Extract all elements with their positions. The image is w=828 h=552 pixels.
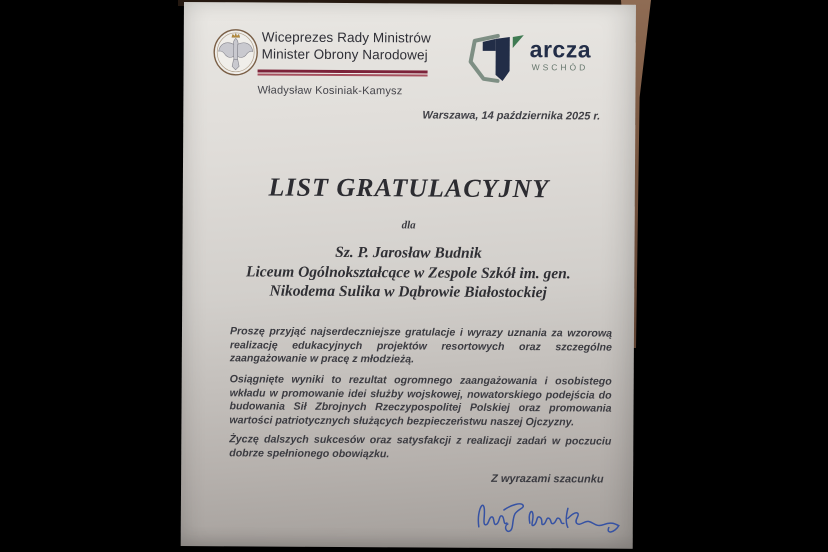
dateline: Warszawa, 14 października 2025 r. [422,109,601,123]
handwritten-signature [473,496,625,543]
closing-salutation: Z wyrazami szacunku [491,472,604,486]
letterhead-office-titles [262,28,431,63]
recipient-school-line2: Nikodema Sulika w Dąbrowie Białostockiej [269,282,547,302]
letter-title: LIST GRATULACYJNY [268,172,550,204]
tarcza-wschod-logo [466,31,592,84]
official-name: Władysław Kosiniak-Kamysz [257,84,403,98]
letter-sheet [181,2,636,549]
tarcza-logo-text [530,38,592,72]
office-title-line1: Wiceprezes Rady Ministrów [261,29,431,46]
paragraph-congratulations: Proszę przyjąć najserdeczniejsze gratulacje i wyrazy uznania za wzorową realizację edukacyjnych projektów resortowych oraz szczególne zaangażowanie w pracę z młodzieżą. [229,325,613,366]
recipient-name: Sz. P. Jarosław Budnik [335,243,482,262]
logo-wordmark: arcza [529,36,592,63]
recipient-school-line1: Liceum Ogólnokształcące w Zespole Szkół im. gen. [245,262,571,282]
for-label: dla [401,219,416,232]
tarcza-shield-icon [466,31,528,83]
polish-eagle-emblem-icon [213,28,259,76]
logo-subtitle: WSCHÓD [531,62,589,73]
recipient-block [182,242,634,303]
paragraph-achievements: Osiągnięte wyniki to rezultat ogromnego zaangażowania i osobistego wkładu w promowanie idei służby wojskowej, nowatorskiego podejścia do budowania Sił Zbrojnych Rzeczypospolitej Polskiej oraz promowania wartości patriotycznych służących bezpieczeństwu naszej Ojczyzny. [229,373,612,429]
office-title-line2: Minister Obrony Narodowej [261,46,428,63]
rule-light-line [258,73,428,76]
paragraph-wishes: Życzę dalszych sukcesów oraz satysfakcji z realizacji zadań w poczuciu dobrze spełnionego obowiązku. [229,433,612,460]
letterhead-rule [258,69,428,76]
